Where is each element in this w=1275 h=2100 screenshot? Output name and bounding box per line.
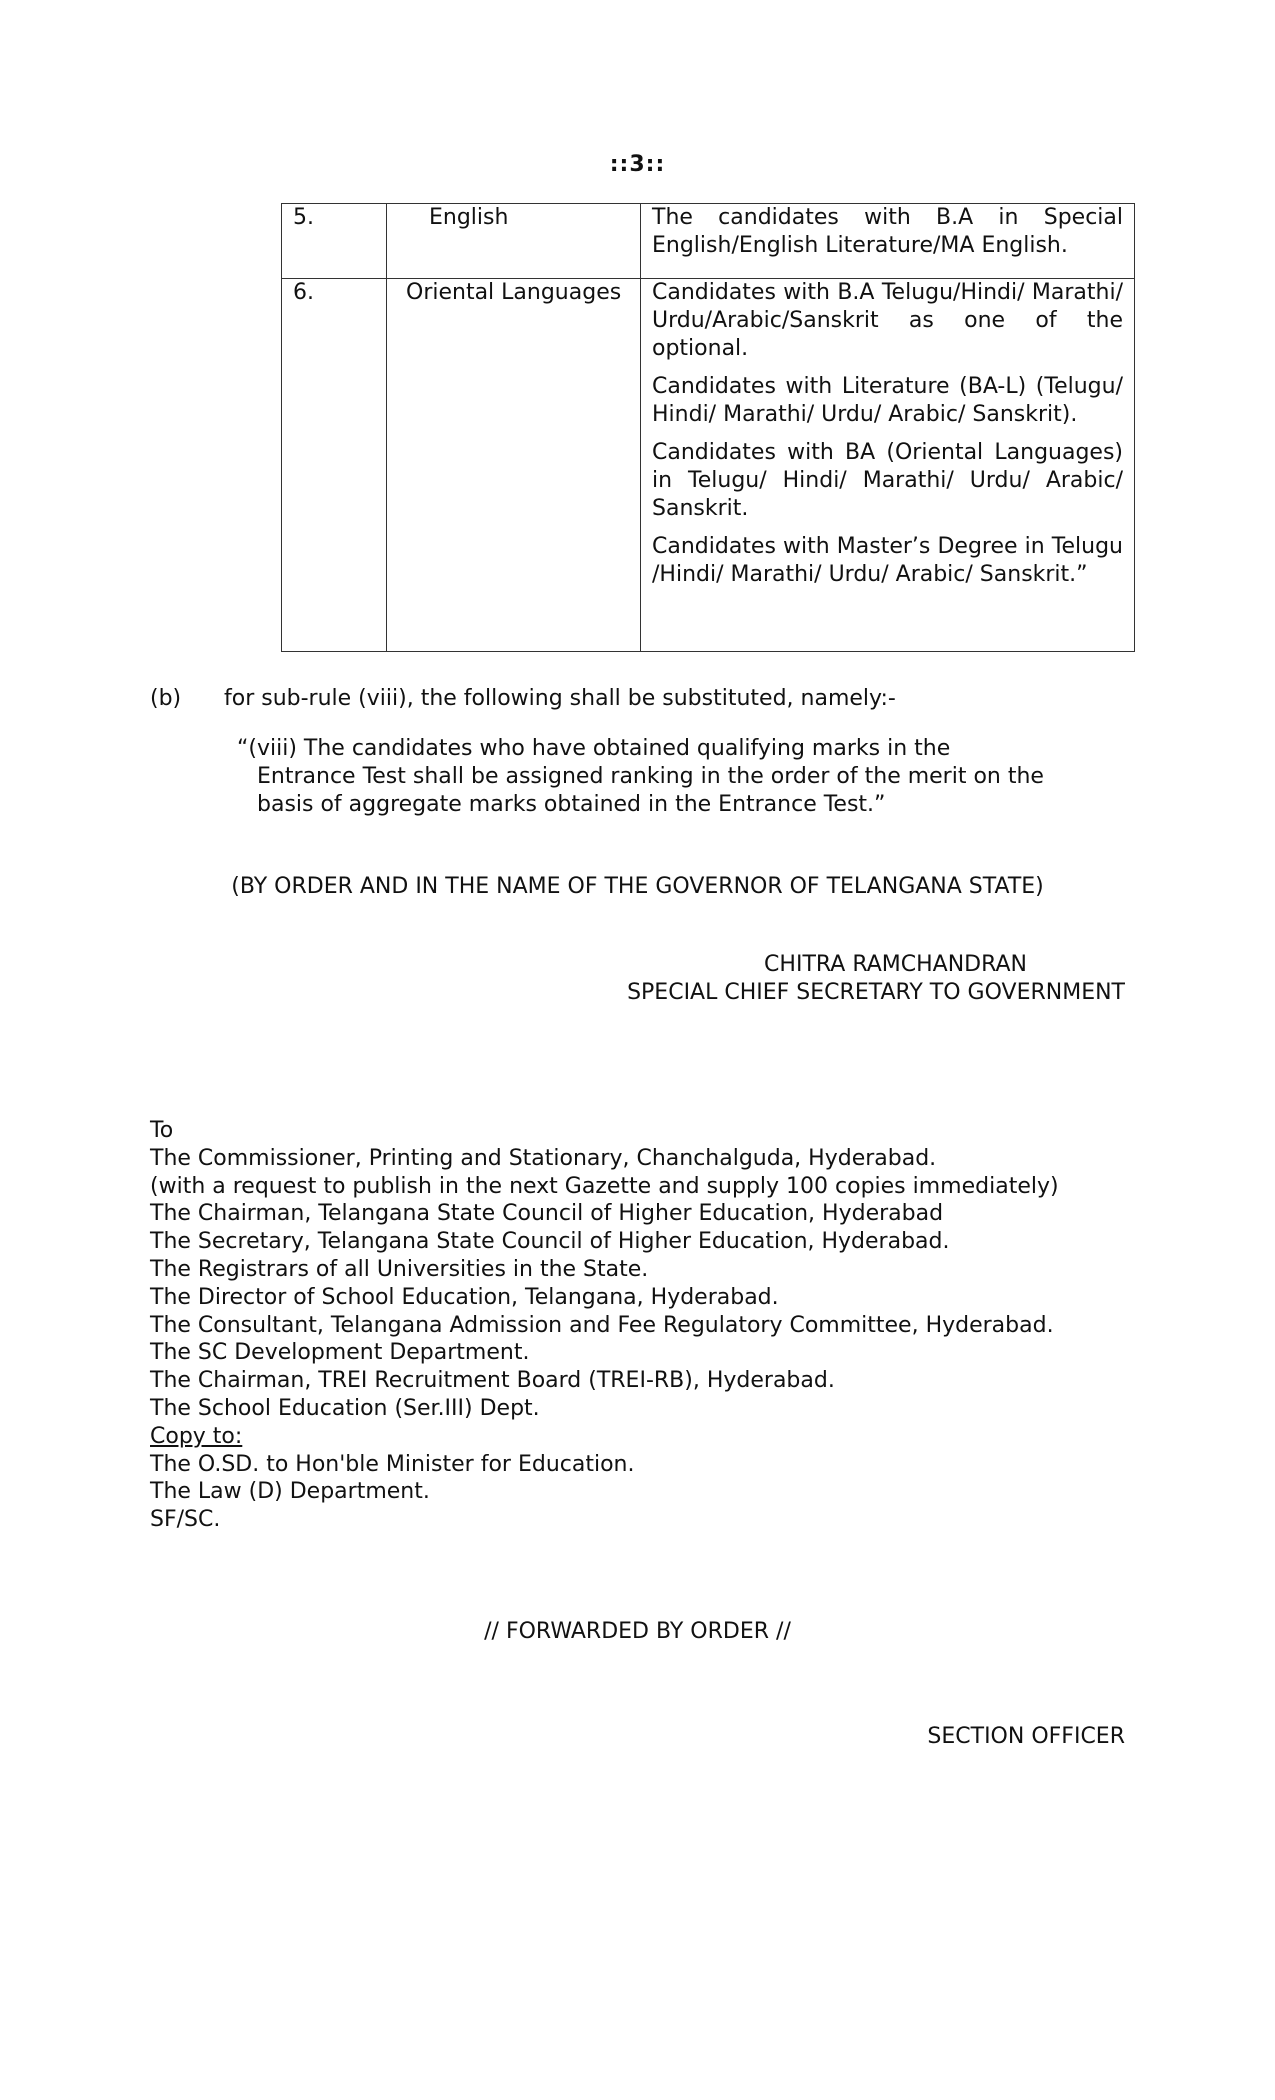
page-number: ::3:: [609, 152, 666, 177]
recipient: The Commissioner, Printing and Stationary, Chanchalguda, Hyderabad. [150, 1145, 937, 1171]
recipient: The Chairman, Telangana State Council of Higher Education, Hyderabad [150, 1201, 944, 1227]
recipient: The Director of School Education, Telangana, Hyderabad. [150, 1284, 779, 1310]
section-officer: SECTION OFFICER [927, 1724, 1125, 1749]
distribution-list [150, 1117, 1059, 1534]
clause-text: for sub-rule (viii), the following shall be substituted, namely:- [224, 686, 896, 711]
signatory-designation: SPECIAL CHIEF SECRETARY TO GOVERNMENT [627, 980, 1125, 1005]
signatory-name: CHITRA RAMCHANDRAN [764, 952, 1027, 977]
row-number: 5. [282, 204, 387, 279]
subject-cell [387, 279, 641, 652]
governor-order-line: (BY ORDER AND IN THE NAME OF THE GOVERNOR OF TELANGANA STATE) [231, 874, 1044, 899]
eligibility-text: Candidates with BA (Oriental Languages) in Telugu/ Hindi/ Marathi/ Urdu/ Arabic/ Sanskrit. [652, 440, 1123, 521]
recipient: The School Education (Ser.III) Dept. [150, 1395, 540, 1421]
clause-label: (b) [150, 686, 182, 711]
eligibility-text: The candidates with B.A in Special English/English Literature/MA English. [652, 205, 1123, 258]
eligibility-cell [641, 204, 1135, 279]
eligibility-table [281, 203, 1135, 652]
quote-line: “(viii) The candidates who have obtained qualifying marks in the [237, 736, 951, 761]
quote-line: Entrance Test shall be assigned ranking in the order of the merit on the [257, 764, 1044, 789]
recipient: (with a request to publish in the next Gazette and supply 100 copies immediately) [150, 1173, 1059, 1199]
copy-recipient: SF/SC. [150, 1507, 221, 1533]
eligibility-text: Candidates with B.A Telugu/Hindi/ Marathi/ Urdu/Arabic/Sanskrit as one of the optional. [652, 280, 1123, 361]
subject-name: English [429, 205, 509, 230]
eligibility-text: Candidates with Master’s Degree in Telugu /Hindi/ Marathi/ Urdu/ Arabic/ Sanskrit.” [652, 534, 1123, 587]
subject-cell [387, 204, 641, 279]
table-row [282, 204, 1135, 279]
copy-to-label: Copy to: [150, 1423, 243, 1449]
clause-b [150, 686, 896, 711]
quote-line: basis of aggregate marks obtained in the Entrance Test.” [257, 792, 886, 817]
eligibility-text: Candidates with Literature (BA-L) (Telugu/ Hindi/ Marathi/ Urdu/ Arabic/ Sanskrit). [652, 374, 1123, 427]
recipient: The SC Development Department. [150, 1340, 530, 1366]
substituted-rule-quote [237, 735, 1097, 819]
recipient: The Registrars of all Universities in the State. [150, 1256, 649, 1282]
recipient: The Chairman, TREI Recruitment Board (TREI-RB), Hyderabad. [150, 1368, 835, 1394]
recipient: The Secretary, Telangana State Council of Higher Education, Hyderabad. [150, 1229, 950, 1255]
copy-recipient: The O.SD. to Hon'ble Minister for Education. [150, 1451, 635, 1477]
signature-block [560, 951, 1125, 1007]
subject-name: Oriental Languages [406, 280, 622, 305]
copy-recipient: The Law (D) Department. [150, 1479, 430, 1505]
forwarded-by-order: // FORWARDED BY ORDER // [484, 1619, 791, 1644]
to-label: To [150, 1118, 174, 1143]
table-row [282, 279, 1135, 652]
row-number: 6. [282, 279, 387, 652]
recipient: The Consultant, Telangana Admission and Fee Regulatory Committee, Hyderabad. [150, 1312, 1054, 1338]
eligibility-cell [641, 279, 1135, 652]
